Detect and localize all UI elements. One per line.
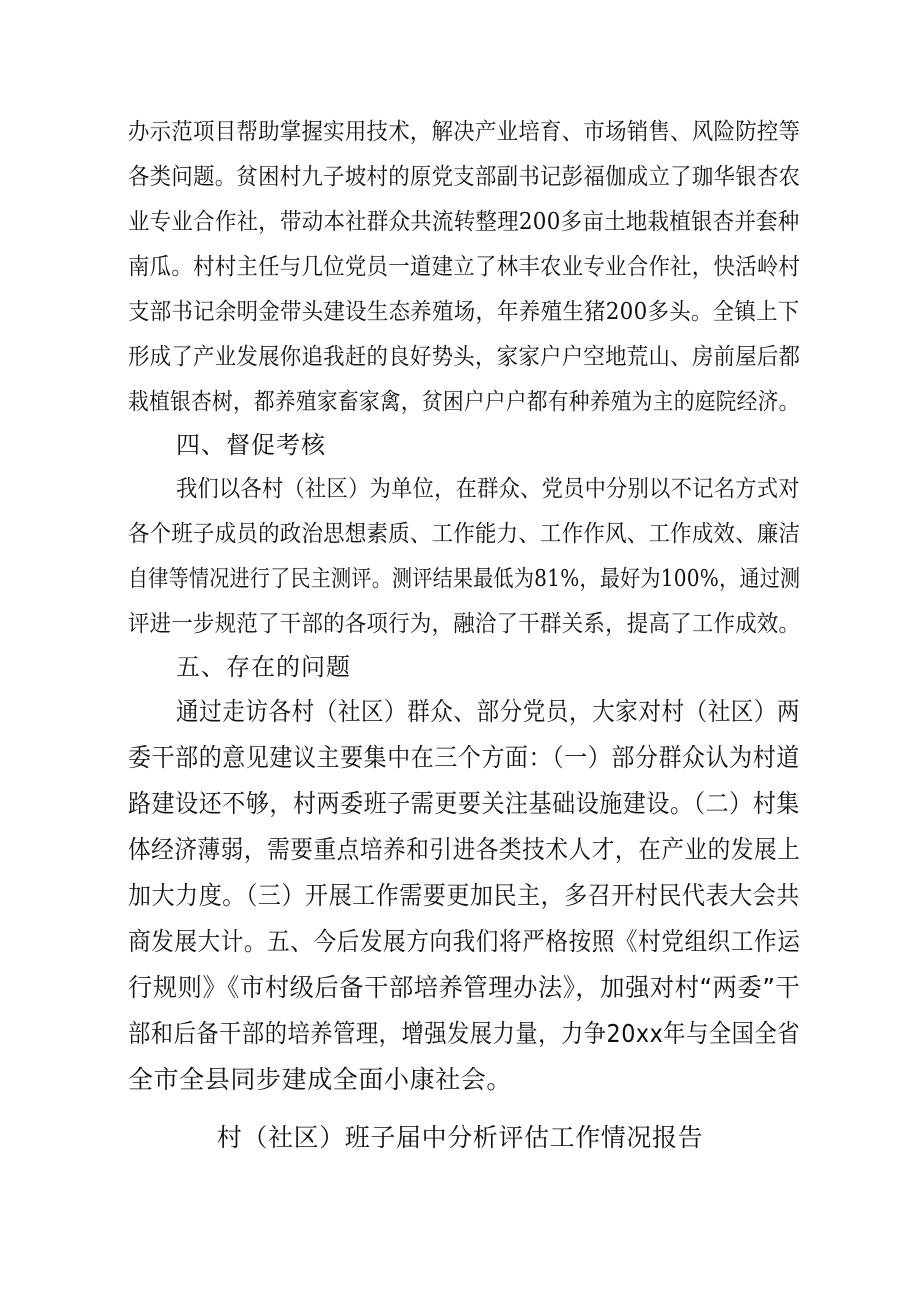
paragraph-line: 各类问题。贫困村九子坡村的原党支部副书记彭福伽成立了珈华银杏农 bbox=[128, 164, 801, 190]
paragraph-line: 办示范项目帮助掌握实用技术，解决产业培育、市场销售、风险防控等 bbox=[128, 119, 801, 145]
paragraph-line: 委干部的意见建议主要集中在三个方面：（一）部分群众认为村道 bbox=[128, 743, 800, 772]
paragraph-line: 商发展大计。五、今后发展方向我们将严格按照《村党组织工作运 bbox=[128, 927, 801, 956]
report-title: 村（社区）班子届中分析评估工作情况报告 bbox=[216, 1123, 704, 1152]
paragraph-line: 部和后备干部的培养管理，增强发展力量，力争20xx年与全国全省 bbox=[128, 1019, 801, 1048]
paragraph-line: 评进一步规范了干部的各项行为，融洽了干群关系，提高了工作成效。 bbox=[128, 611, 801, 637]
paragraph-line: 通过走访各村（社区）群众、部分党员，大家对村（社区）两 bbox=[176, 697, 801, 726]
paragraph-line: 自律等情况进行了民主测评。测评结果最低为81%，最好为100%，通过测 bbox=[128, 566, 801, 592]
paragraph-line: 支部书记余明金带头建设生态养殖场，年养殖生猪200多头。全镇上下 bbox=[128, 299, 800, 325]
paragraph-line: 我们以各村（社区）为单位，在群众、党员中分别以不记名方式对 bbox=[176, 476, 800, 502]
paragraph-line: 南瓜。村村主任与几位党员一道建立了林丰农业专业合作社，快活岭村 bbox=[128, 254, 801, 280]
paragraph-line: 行规则》《市村级后备干部培养管理办法》，加强对村“两委”干 bbox=[128, 973, 801, 1002]
paragraph-line: 栽植银杏树，都养殖家畜家禽，贫困户户户都有种养殖为主的庭院经济。 bbox=[128, 389, 800, 415]
paragraph-line: 各个班子成员的政治思想素质、工作能力、工作作风、工作成效、廉洁 bbox=[128, 521, 801, 547]
paragraph-line: 加大力度。（三）开展工作需要更加民主，多召开村民代表大会共 bbox=[128, 881, 800, 910]
paragraph-line: 体经济薄弱，需要重点培养和引进各类技术人才，在产业的发展上 bbox=[128, 835, 801, 864]
section-four-heading: 四、督促考核 bbox=[176, 431, 326, 459]
paragraph-line: 业专业合作社，带动本社群众共流转整理200多亩土地栽植银杏并套种 bbox=[128, 209, 800, 235]
paragraph-line: 路建设还不够，村两委班子需更要关注基础设施建设。（二）村集 bbox=[128, 789, 800, 818]
paragraph-line: 形成了产业发展你追我赶的良好势头，家家户户空地荒山、房前屋后都 bbox=[128, 344, 801, 370]
paragraph-line: 全市全县同步建成全面小康社会。 bbox=[128, 1065, 513, 1094]
section-five-heading: 五、存在的问题 bbox=[176, 653, 351, 681]
